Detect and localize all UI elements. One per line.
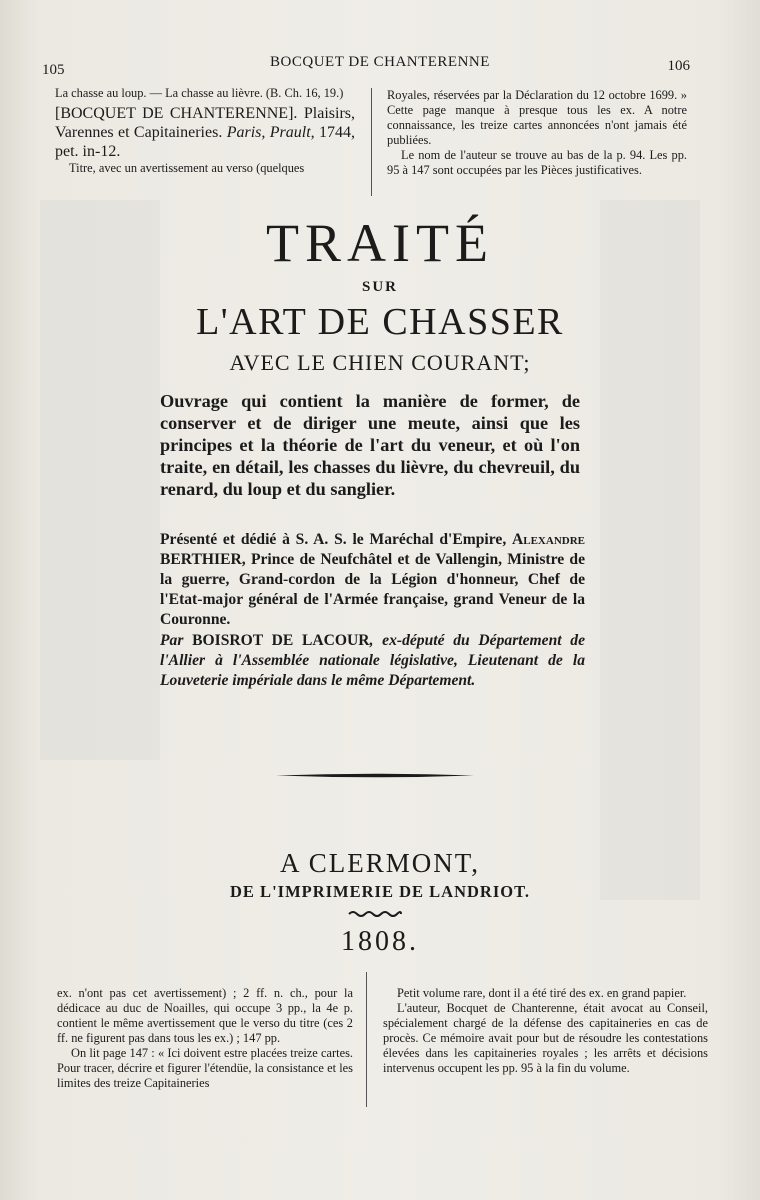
- dedication-titles: , Prince de Neufchâtel et de Vallengin, Ministre de la guerre, Grand-cordon de la Légion d'honneur, Chef de l'Etat-major général de l'Armée française, grand Veneur de la Couronne.: [160, 551, 585, 628]
- imprint-city: A CLERMONT,: [279, 848, 480, 878]
- entry-title: Plaisirs, Varennes et Capitaineries.: [55, 105, 355, 141]
- top-right-para-1: Royales, réservées par la Déclaration du 12 octobre 1699. » Cette page manque à presque tous les ex. A notre connaissance, les treize cartes annoncées n'ont jamais été publiées.: [387, 88, 687, 147]
- chasse-line: La chasse au loup. — La chasse au lièvre. (B. Ch. 16, 19.): [55, 86, 344, 100]
- entry-printer: Prault,: [269, 124, 315, 141]
- entry-date: 1744, pet. in-12.: [55, 124, 356, 160]
- ouvrage-block: [160, 390, 580, 500]
- running-title: BOCQUET DE CHANTERENNE: [270, 54, 490, 70]
- bottom-left-column: [57, 986, 353, 1091]
- title-sur: SUR: [361, 279, 398, 295]
- dedicatee-last-name: BERTHIER: [160, 551, 242, 568]
- bottom-left-para-1: ex. n'ont pas cet avertissement) ; 2 ff. n. ch., pour la dédicace au duc de Noailles, qui occupe 3 pp., la 4e p. contient le même avertissement que le verso du titre (ces 2 ff. ne figurent pas dans tous les ex.) ; 147 pp.: [57, 986, 353, 1045]
- page-number-right: 106: [667, 58, 690, 74]
- top-right-para-2: Le nom de l'auteur se trouve au bas de la p. 94. Les pp. 95 à 147 sont occupées par les Pièces justificatives.: [387, 148, 687, 177]
- author-name: BOISROT DE LACOUR: [192, 632, 370, 649]
- title-art-de-chasser: L'ART DE CHASSER: [196, 301, 564, 343]
- title-traite: TRAITÉ: [266, 213, 494, 273]
- bottom-right-para-1: Petit volume rare, dont il a été tiré des ex. en grand papier.: [397, 986, 687, 1000]
- title-chien-courant: AVEC LE CHIEN COURANT;: [229, 350, 531, 375]
- top-right-column: [387, 88, 687, 178]
- top-left-column: [55, 86, 355, 176]
- bibliographic-entry: [55, 104, 355, 161]
- par-label: Par: [160, 632, 184, 649]
- bottom-right-para-2: L'auteur, Bocquet de Chanterenne, était avocat au Conseil, spécialement chargé de la défense des capitaineries en cas de procès. Ce mémoire avait pour but de résoudre les contestations élevées dans les capitaineries royales ; les arrêts et décisions intervenus occupent les pp. 95 à la fin du volume.: [383, 1001, 708, 1075]
- column-rule-top: [371, 88, 372, 196]
- bottom-right-column: [383, 986, 708, 1076]
- ornament-squiggle: [347, 909, 403, 919]
- ouvrage-text: Ouvrage qui contient la manière de former, de conserver et de diriger une meute, ainsi que les principes et la théorie de l'art du veneur, et où l'on traite, en détail, les chasses du lièvre, du chevreuil, du renard, du loup et du sanglier.: [160, 391, 580, 499]
- imprint-printer: DE L'IMPRIMERIE DE LANDRIOT.: [230, 882, 530, 901]
- column-rule-bottom: [366, 972, 367, 1107]
- imprint-year: 1808.: [341, 926, 419, 957]
- author-titles: , ex-député du Département de l'Allier à l'Assemblée nationale législative, Lieutenant de la Louveterie impériale dans le même Département.: [160, 632, 585, 689]
- bottom-left-para-2: On lit page 147 : « Ici doivent estre placées treize cartes. Pour tracer, décrire et figurer l'étendüe, la consistance et les limites des treize Capitaineries: [57, 1046, 353, 1090]
- author-block: [160, 631, 585, 691]
- entry-author: [BOCQUET DE CHANTERENNE].: [55, 105, 298, 122]
- dedicatee-first-name: Alexandre: [512, 531, 585, 548]
- thick-rule: [276, 773, 474, 778]
- dedication-intro: Présenté et dédié à S. A. S. le Maréchal d'Empire,: [160, 531, 507, 548]
- page-number-left: 105: [42, 62, 65, 78]
- entry-place: Paris,: [226, 124, 266, 141]
- titre-line: Titre, avec un avertissement au verso (quelques: [69, 161, 305, 175]
- dedication-block: [160, 530, 585, 630]
